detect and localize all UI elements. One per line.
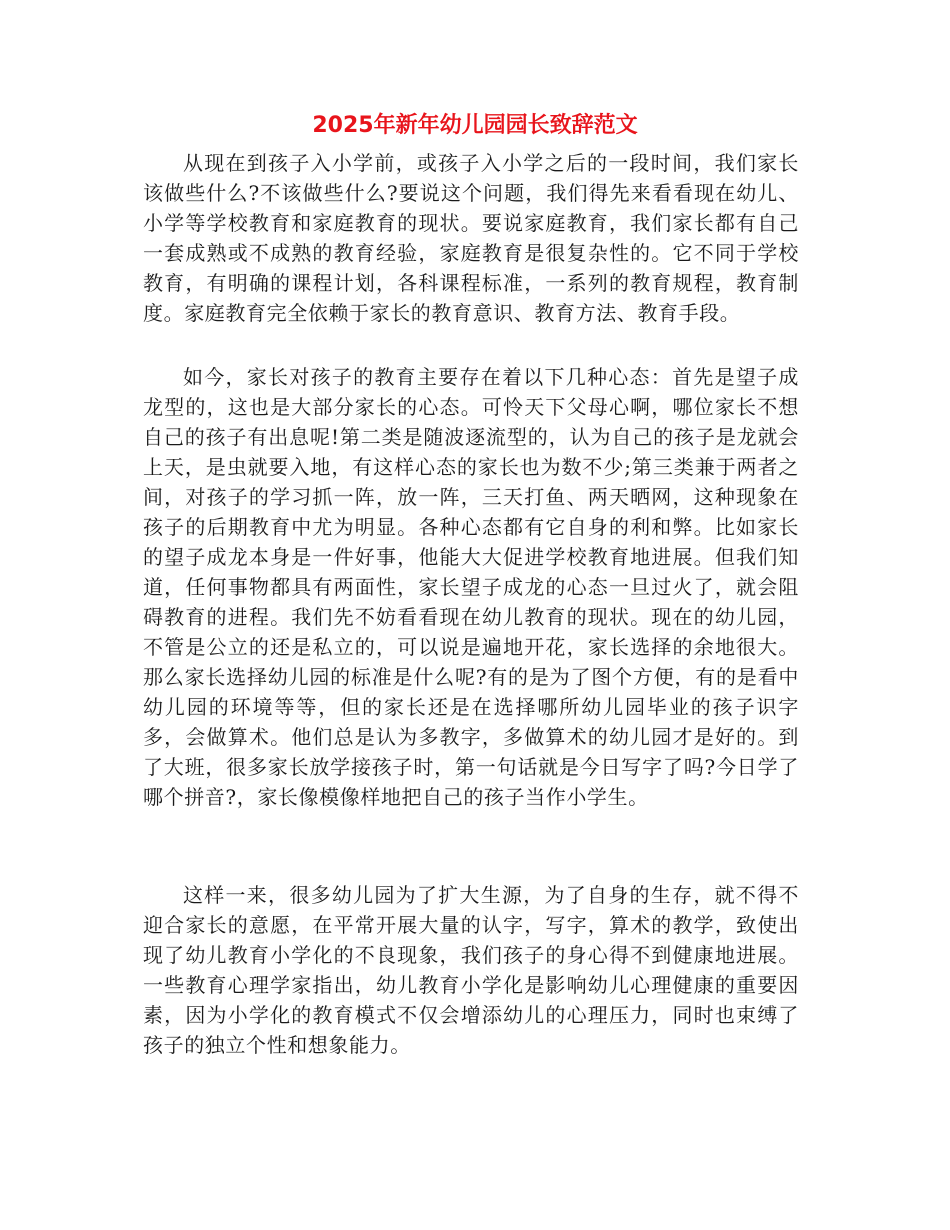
paragraph-3: 这样一来，很多幼儿园为了扩大生源，为了自身的生存，就不得不迎合家长的意愿，在平常开展大量的认字，写字，算术的教学，致使出现了幼儿教育小学化的不良现象，我们孩子的身心得不到健康地进展。一些教育心理学家指出，幼儿教育小学化是影响幼儿心理健康的重要因素，因为小学化的教育模式不仅会增添幼儿的心理压力，同时也束缚了孩子的独立个性和想象能力。: [143, 883, 799, 1057]
paragraph-1: 从现在到孩子入小学前，或孩子入小学之后的一段时间，我们家长该做些什么?不该做些什么?要说这个问题，我们得先来看看现在幼儿、小学等学校教育和家庭教育的现状。要说家庭教育，我们家长都有自己一套成熟或不成熟的教育经验，家庭教育是很复杂性的。它不同于学校教育，有明确的课程计划，各科课程标准，一系列的教育规程，教育制度。家庭教育完全依赖于家长的教育意识、教育方法、教育手段。: [143, 151, 799, 325]
document-body: [143, 148, 799, 1060]
paragraph-2: 如今，家长对孩子的教育主要存在着以下几种心态：首先是望子成龙型的，这也是大部分家长的心态。可怜天下父母心啊，哪位家长不想自己的孩子有出息呢!第二类是随波逐流型的，认为自己的孩子是龙就会上天，是虫就要入地，有这样心态的家长也为数不少;第三类兼于两者之间，对孩子的学习抓一阵，放一阵，三天打鱼、两天晒网，这种现象在孩子的后期教育中尤为明显。各种心态都有它自身的利和弊。比如家长的望子成龙本身是一件好事，他能大大促进学校教育地进展。但我们知道，任何事物都具有两面性，家长望子成龙的心态一旦过火了，就会阻碍教育的进程。我们先不妨看看现在幼儿教育的现状。现在的幼儿园，不管是公立的还是私立的，可以说是遍地开花，家长选择的余地很大。那么家长选择幼儿园的标准是什么呢?有的是为了图个方便，有的是看中幼儿园的环境等等，但的家长还是在选择哪所幼儿园毕业的孩子识字多，会做算术。他们总是认为多教字，多做算术的幼儿园才是好的。到了大班，很多家长放学接孩子时，第一句话就是今日写字了吗?今日学了哪个拼音?，家长像模像样地把自己的孩子当作小学生。: [143, 365, 799, 809]
document-title: 2025年新年幼儿园园长致辞范文: [312, 113, 638, 138]
